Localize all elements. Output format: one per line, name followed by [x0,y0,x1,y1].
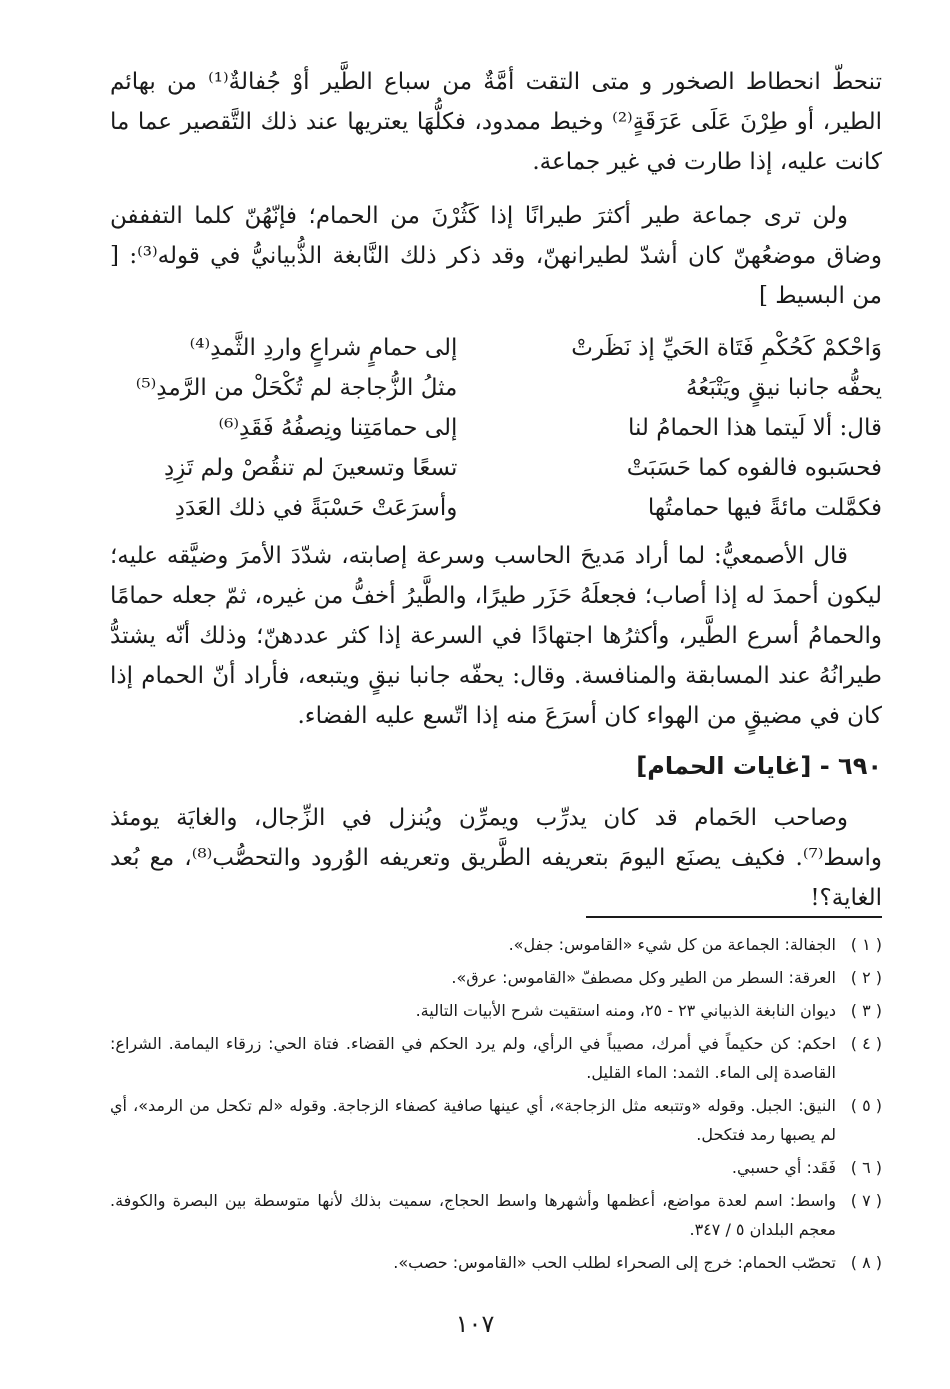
footnote-text: فَقَد: أي حسبي. [731,1158,836,1177]
paragraph-1: تنحطّ انحطاط الصخور و متى التقت أمَّةٌ من سباع الطَّير أوْ جُفالةٌ⁽¹⁾ من بهائم الطير، أو طِرْنَ عَلَى عَرَقَةٍ⁽²⁾ وخيط ممدود، فكلُّهَا يعتريها عند ذلك التَّقصير عما ما كانت عليه، إذا طارت في غير جماعة. [110,69,882,175]
footnote-text: العرقة: السطر من الطير وكل مصطفّ «القاموس: عرق». [451,968,836,987]
paragraph-2: ولن ترى جماعة طير أكثرَ طيرانًا إذا كَثُرْنَ من الحمام؛ فإنّهُنّ كلما التفففن وضاق موضعُهنّ كان أشدّ لطيرانهنّ، وقد ذكر ذلك النَّابغة الذُّبيانيُّ في قوله⁽³⁾: [ من البسيط ] [110,203,882,309]
verse-first-hemistich: فحسَبوه فالفوه كما حَسَبَتْ [626,455,882,481]
verse-second-hemistich: مثلُ الزُّجاجة لم تُكْحَلْ من الرَّمدِ⁽⁵⁾ [135,375,458,401]
footnote-text: الجفالة: الجماعة من كل شيء «القاموس: جفل». [508,935,836,954]
footnote-number: ( ٢ ) [850,968,882,987]
verse-first-hemistich: يحفُّه جانبا نيقٍ ويَتْبَعُهُ [685,375,882,401]
footnote-text: ديوان النابغة الذبياني ٢٣ - ٢٥، ومنه استقيت شرح الأبيات التالية. [415,1001,836,1020]
footnote [110,1248,882,1277]
footnote [110,963,882,992]
verse-first-hemistich: فكمَّلت مائةً فيها حمامتُها [647,495,882,521]
footnote-text: تحصّب الحمام: خرج إلى الصحراء لطلب الحب «القاموس: حصب». [393,1253,836,1272]
poem-verse [110,448,882,488]
footnote-number: ( ١ ) [850,935,882,954]
footnote-number: ( ٥ ) [850,1096,882,1115]
verse-second-hemistich: تسعًا وتسعينَ لم تنقُصْ ولم تَزِدِ [164,455,458,481]
footnote [110,930,882,959]
footnote-separator [586,916,882,918]
footnote [110,1186,882,1244]
page-body [110,62,882,918]
footnote-text: النيق: الجبل. وقوله «وتتبعه مثل الزجاجة»، أي عينها صافية كصفاء الزجاجة. وقوله «لم تكحل من الرمد»، أي لم يصبها رمد فتكحل. [110,1096,836,1144]
footnote-number: ( ٣ ) [850,1001,882,1020]
verse-second-hemistich: إلى حمامٍ شراعٍ واردِ الثَّمدِ⁽⁴⁾ [189,335,458,361]
verse-first-hemistich: قال: ألا لَيتما هذا الحمامُ لنا [627,415,882,441]
verse-first-hemistich: وَاحْكمْ كَحُكْمِ فَتَاة الحَيِّ إذ نَظَرتْ [571,335,882,361]
poem-verse [110,408,882,448]
verse-second-hemistich: إلى حمامَتِنا ونِصفُهُ فَقَدِ⁽⁶⁾ [218,415,458,441]
section-heading: ٦٩٠ - [غايات الحمام] [636,752,882,780]
verse-second-hemistich: وأسرَعَتْ حَسْبَةً في ذلك العَدَدِ [174,495,458,521]
footnote [110,1029,882,1087]
footnote-number: ( ٧ ) [850,1191,882,1210]
footnote [110,1153,882,1182]
page-number: ١٠٧ [455,1310,495,1338]
footnote-number: ( ٦ ) [850,1158,882,1177]
footnote-text: احكم: كن حكيماً في أمرك، مصيباً في الرأي، ولم يرد الحكم في القضاء. فتاة الحي: زرقاء اليمامة. الشراع: القاصدة إلى الماء. الثمد: الماء القليل. [110,1034,836,1082]
paragraph-3: قال الأصمعيُّ: لما أراد مَديحَ الحاسب وسرعة إصابته، شدّدَ الأمرَ وضيَّقه عليه؛ ليكون أحمدَ له إذا أصاب؛ فجعلَهُ حَزَر طيرًا، والطَّيرُ أخفُّ من غيره، ثمّ جعله حمامًا والحمامُ أسرع الطَّير، وأكثرُها اجتهادًا في السرعة إذا كثر عددهنّ؛ وذلك أنّه يشتدُّ طيرانُهُ عند المسابقة والمنافسة. وقال: يحفّه جانبا نيقٍ ويتبعه، فأراد أنّ الحمام إذا كان في مضيقٍ من الهواء كان أسرَعَ منه إذا اتّسع عليه الفضاء. [110,543,882,729]
poem-verse [110,368,882,408]
footnote-number: ( ٤ ) [850,1034,882,1053]
poem-verse [110,328,882,368]
poem-verse [110,488,882,528]
footnote [110,996,882,1025]
paragraph-4: وصاحب الحَمام قد كان يدرِّب ويمرِّن ويُنزل في الزِّجال، والغايَة يومئذ واسط⁽⁷⁾. فكيف يصنَع اليومَ بتعريفه الطَّريق وتعريفه الوُرود والتحصُّب⁽⁸⁾، مع بُعد الغاية؟! [110,805,882,911]
footnotes [110,930,882,1281]
footnote-number: ( ٨ ) [850,1253,882,1272]
footnote [110,1091,882,1149]
poem [110,328,882,528]
footnote-text: واسط: اسم لعدة مواضع، أعظمها وأشهرها واسط الحجاج، سميت بذلك لأنها متوسطة بين البصرة والكوفة. معجم البلدان ٥ / ٣٤٧. [110,1191,836,1239]
